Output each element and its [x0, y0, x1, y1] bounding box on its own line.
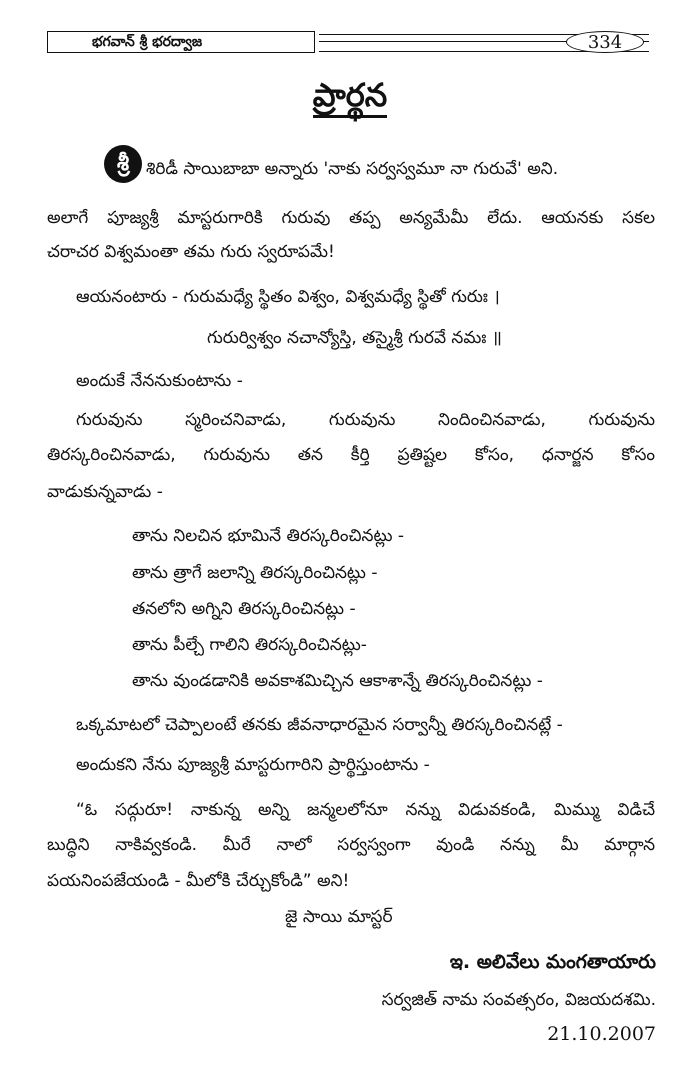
page-header	[47, 31, 652, 55]
paragraph-line: అలాగే పూజ్యశ్రీ మాస్టరుగారికి గురువు తప్ప అన్యమేమీ లేదు. ఆయనకు సకల	[47, 208, 655, 228]
list-item: తాను త్రాగే జలాన్ని తిరస్కరించినట్లు -	[132, 563, 378, 583]
paragraph-line: అందుకని నేను పూజ్యశ్రీ మాస్టరుగారిని ప్రార్థిస్తుంటాను -	[76, 755, 430, 775]
list-item: తాను వుండడానికి అవకాశమిచ్చిన ఆకాశాన్నే తిరస్కరించినట్లు -	[132, 671, 543, 691]
paragraph-line: చరాచర విశ్వమంతా తమ గురు స్వరూపమే!	[47, 242, 335, 262]
sloka-line: గురుర్విశ్వం నచాన్యోస్తి, తస్మైశ్రీ గురవే నమః ॥	[207, 328, 502, 348]
drop-cap-sri: శ్రీ	[104, 145, 142, 183]
paragraph-line: శిరిడీ సాయిబాబా అన్నారు 'నాకు సర్వస్వమూ నా గురువే' అని.	[146, 159, 559, 179]
list-item: తాను పీల్చే గాలిని తిరస్కరించినట్లు-	[132, 635, 367, 655]
page-number: 334	[566, 31, 644, 53]
title-text: ప్రార్థన	[313, 76, 387, 118]
list-item: తనలోని అగ్నిని తిరస్కరించినట్లు -	[132, 599, 356, 619]
occasion: సర్వజిత్ నామ సంవత్సరం, విజయదశమి.	[381, 990, 656, 1010]
quote-line: “ఓ సద్గురూ! నాకున్న అన్ని జన్మలలోనూ నన్ను విడువకండి, మిమ్ము విడిచే	[76, 800, 655, 820]
paragraph-line: అందుకే నేననుకుంటాను -	[76, 371, 243, 391]
paragraph-line: ఒక్కమాటలో చెప్పాలంటే తనకు జీవనాధారమైన సర్వాన్నీ తిరస్కరించినట్లే -	[76, 715, 563, 735]
book-title: భగవాన్ శ్రీ భరద్వాజ	[47, 31, 315, 53]
paragraph-line: తిరస్కరించినవాడు, గురువును తన కీర్తి ప్రతిష్టల కోసం, ధనార్జన కోసం	[47, 445, 655, 465]
author-name: ఇ. అలివేలు మంగతాయారు	[449, 951, 656, 973]
date: 21.10.2007	[547, 1023, 656, 1045]
quote-line: పయనింపజేయండి - మీలోకి చేర్చుకోండి” అని!	[47, 871, 350, 891]
list-item: తాను నిలచిన భూమినే తిరస్కరించినట్లు -	[132, 526, 404, 546]
paragraph-line: వాడుకున్నవాడు -	[47, 482, 163, 502]
paragraph-line: గురువును స్మరించనివాడు, గురువును నిందించినవాడు, గురువును	[76, 410, 655, 430]
sloka-line: ఆయనంటారు - గురుమధ్యే స్థితం విశ్వం, విశ్వమధ్యే స్థితో గురుః ।	[76, 287, 500, 307]
page-title	[0, 76, 700, 122]
quote-line: బుద్ధిని నాకివ్వకండి. మీరే నాలో సర్వస్వంగా వుండి నన్ను మీ మార్గాన	[47, 835, 655, 855]
closing-line: జై సాయి మాస్టర్	[285, 907, 393, 927]
